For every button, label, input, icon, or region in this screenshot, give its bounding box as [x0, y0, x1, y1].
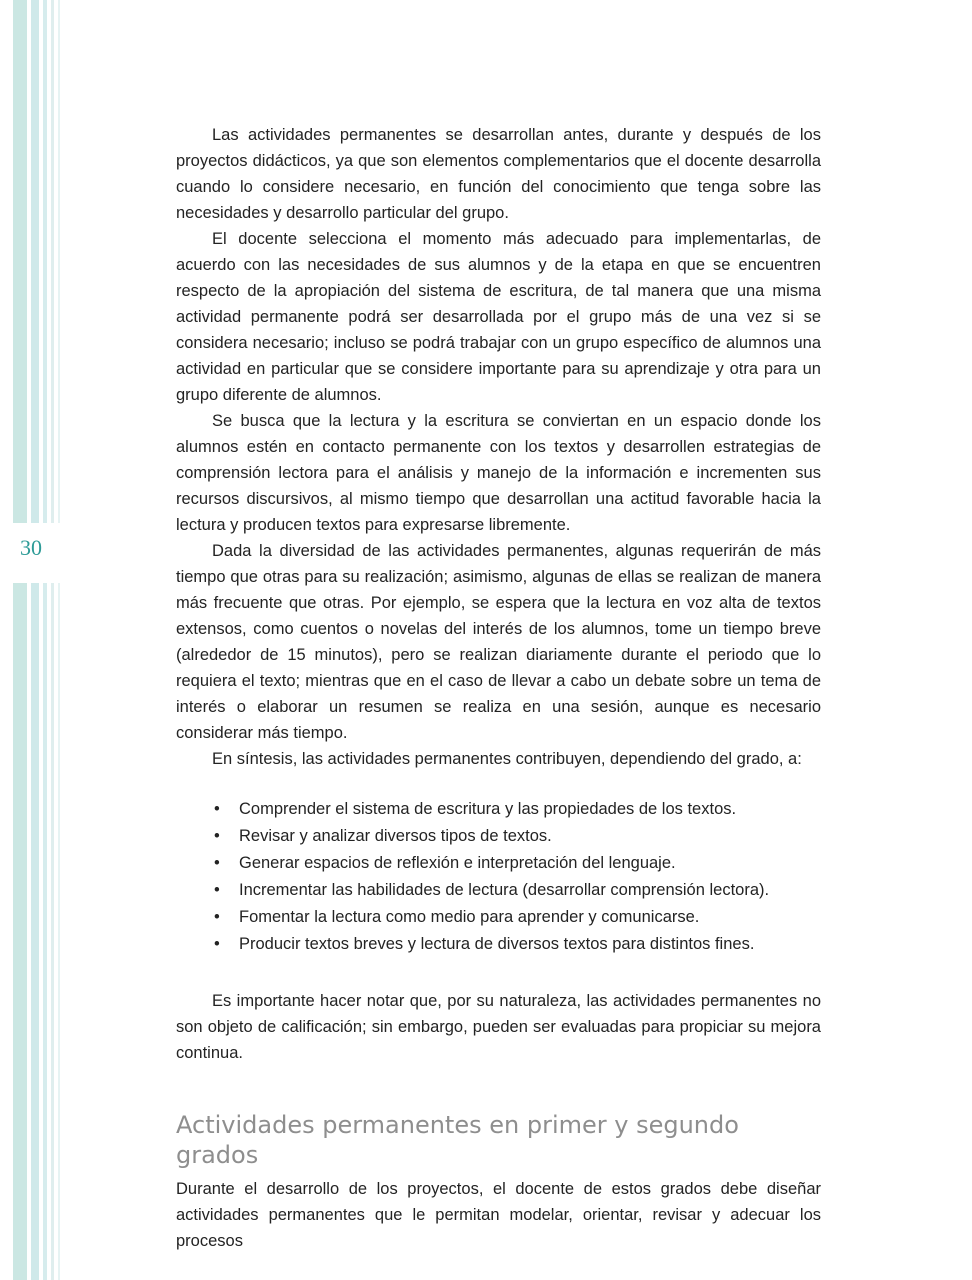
bullet-list	[176, 796, 821, 958]
decorative-stripe	[43, 0, 47, 523]
margin-stripes-bottom	[0, 583, 70, 1280]
paragraph-diversity-time: Dada la diversidad de las actividades permanentes, algunas requerirán de más tiempo que otras para su realización; asimismo, algunas de ellas se realizan de manera más frecuente que otras. Por ejemplo, se espera que la lectura en voz alta de textos extensos, como cuentos o novelas del interés de los alumnos, tome un tiempo breve (alrededor de 15 minutos), pero se realizan diariamente durante el periodo que lo requiera el texto; mientras que en el caso de llevar a cabo un debate sobre un tema de interés o elaborar un resumen se realiza en una sesión, aunque es necesario considerar más tiempo.	[176, 542, 821, 742]
decorative-stripe	[51, 0, 54, 523]
decorative-stripe	[58, 0, 60, 523]
bullet-item: • Producir textos breves y lectura de diversos textos para distintos fines.	[239, 931, 821, 958]
paragraph-teacher-selection: El docente selecciona el momento más adecuado para implementarlas, de acuerdo con las necesidades de sus alumnos y de la etapa en que se encuentren respecto de la apropiación del sistema de escritura, de tal manera que una misma actividad permanente podrá ser desarrollada por el grupo más de una vez si se considera necesario; incluso se podrá trabajar con un grupo específico de alumnos una actividad en particular que se considere importante para su aprendizaje y otra para un grupo diferente de alumnos.	[176, 230, 821, 404]
paragraph-activities-overview: Las actividades permanentes se desarrollan antes, durante y después de los proyectos didácticos, ya que son elementos complementarios que el docente desarrolla cuando lo considere necesario, en función del conocimiento que tenga sobre las necesidades y desarrollo particular del grupo.	[176, 126, 821, 222]
decorative-stripe	[31, 0, 39, 523]
section-heading: Actividades permanentes en primer y segundo grados	[176, 1111, 739, 1169]
paragraph-synthesis-intro: En síntesis, las actividades permanentes contribuyen, dependiendo del grado, a:	[212, 750, 802, 768]
decorative-stripe	[13, 583, 27, 1280]
paragraph-reading-writing-space: Se busca que la lectura y la escritura se conviertan en un espacio donde los alumnos estén en contacto permanente con los textos y desarrollen estrategias de comprensión lectora para el análisis y manejo de la información e incrementen sus recursos discursivos, al mismo tiempo que desarrollan una actitud favorable hacia la lectura y producen textos para expresarse libremente.	[176, 412, 821, 534]
body-text-column	[176, 122, 821, 1254]
bullet-item: • Revisar y analizar diversos tipos de textos.	[239, 823, 821, 850]
decorative-stripe	[13, 0, 27, 523]
bullet-item: • Fomentar la lectura como medio para aprender y comunicarse.	[239, 904, 821, 931]
margin-stripes-top	[0, 0, 70, 523]
paragraph-no-grading: Es importante hacer notar que, por su naturaleza, las actividades permanentes no son objeto de calificación; sin embargo, pueden ser evaluadas para propiciar su mejora continua.	[176, 992, 821, 1062]
decorative-stripe	[43, 583, 47, 1280]
bullet-item: • Incrementar las habilidades de lectura (desarrollar comprensión lectora).	[239, 877, 821, 904]
bullet-item: • Generar espacios de reflexión e interpretación del lenguaje.	[239, 850, 821, 877]
decorative-stripe	[31, 583, 39, 1280]
page-number: 30	[20, 535, 42, 560]
paragraph-first-second-grades: Durante el desarrollo de los proyectos, el docente de estos grados debe diseñar actividades permanentes que le permitan modelar, orientar, revisar y adecuar los procesos	[176, 1180, 821, 1250]
decorative-stripe	[51, 583, 54, 1280]
bullet-item: • Comprender el sistema de escritura y las propiedades de los textos.	[239, 796, 821, 823]
decorative-stripe	[58, 583, 60, 1280]
